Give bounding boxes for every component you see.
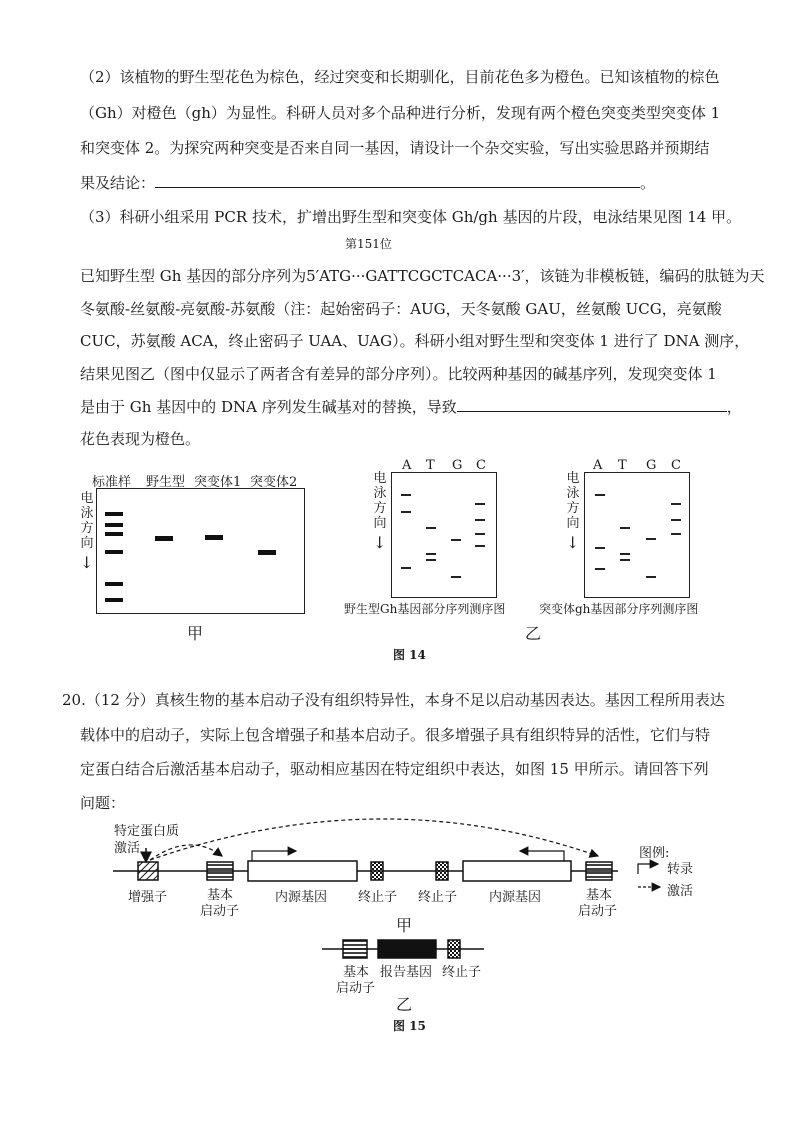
fig14-sub-yi: 乙 [525,624,542,643]
legend-title: 图例: [639,846,670,861]
fig14-title: 图 14 [393,648,426,662]
endogenous-gene-label-left: 内源基因 [275,890,328,905]
promoter-label-left: 启动子 [200,904,240,919]
q19-p3-line7: 花色表现为橙色。 [80,430,201,448]
q19-p3-line2: 已知野生型 Gh 基因的部分序列为5′ATG···GATTCGCTCACA···3′，该链为非模板链，编码的肽链为天 [80,267,765,285]
gel-direction-label: 电泳方向 [80,491,94,551]
activate-label: 激活 [114,841,141,856]
reporter-terminator-box [448,940,460,958]
legend-transcription-label: 转录 [667,862,694,877]
basic-promoter-left-box [207,862,233,880]
comma: ， [726,398,742,416]
transcription-arrow-right [520,851,564,861]
q20-line2: 载体中的启动子，实际上包含增强子和基本启动子。很多增强子具有组织特异的活性，它们与特 [80,726,711,744]
basic-promoter-right-box [586,862,612,880]
basic-label-right: 基本 [586,888,613,903]
direction-arrow-icon: ↓ [373,533,387,552]
fig15-sub-jia: 甲 [396,916,413,935]
enhancer-label: 增强子 [128,890,168,905]
seq-wild-direction-label: 电泳方向 [373,471,387,531]
q20-line4: 问题： [80,794,126,812]
q19-p2-line2: （Gh）对橙色（gh）为显性。科研人员对多个品种进行分析，发现有两个橙色突变类型突变体 1 [80,104,721,122]
reporter-gene-label: 报告基因 [380,965,433,980]
seq-wild-header-A: A [402,458,412,473]
fig14-sub-jia: 甲 [187,624,204,643]
fig15-title: 图 15 [393,1019,426,1033]
gel-header-standard: 标准样 [92,475,132,490]
q20-line1: 20.（12 分）真核生物的基本启动子没有组织特异性，本身不足以启动基因表达。基因工程所用表达 [62,691,725,709]
seq-wild-header-C: C [476,458,486,473]
endogenous-gene-label-right: 内源基因 [489,890,542,905]
seq-wild-header-T: T [426,458,435,473]
reporter-terminator-label: 终止子 [442,965,482,980]
q20-line3: 定蛋白结合后激活基本启动子，驱动相应基因在特定组织中表达，如图 15 甲所示。请回答下列 [80,760,709,778]
seq-mutant-header-G: G [646,458,657,473]
activation-arc-right [150,819,598,860]
gel-header-mutant1: 突变体1 [194,475,242,490]
transcription-arrow-left [252,851,296,861]
q19-p2-line1: （2）该植物的野生型花色为棕色，经过突变和长期驯化，目前花色多为橙色。已知该植物的棕色 [80,68,720,86]
direction-arrow-icon: ↓ [80,553,94,572]
q19-p3-line5: 结果见图乙（图中仅显示了两者含有差异的部分序列）。比较两种基因的碱基序列，发现突变体 1 [80,365,717,383]
fig15-sub-yi: 乙 [396,995,413,1014]
seq-mutant-direction-label: 电泳方向 [566,471,580,531]
seq-mutant-header-C: C [671,458,681,473]
terminator-right-box [436,862,448,880]
reporter-basic-label: 基本 [343,965,370,980]
endogenous-gene-right-box [463,861,571,881]
reporter-basic-promoter-box [343,940,367,958]
q19-p3-line4: CUC，苏氨酸 ACA，终止密码子 UAA、UAG）。科研小组对野生型和突变体 1 进行了 DNA 测序， [80,332,750,350]
reporter-gene-box [378,940,436,958]
period: 。 [640,174,656,192]
endogenous-gene-left-box [248,861,357,881]
direction-arrow-icon: ↓ [566,533,580,552]
seq-mutant-header-A: A [593,458,603,473]
protein-label: 特定蛋白质 [114,824,180,839]
seq-wild-header-G: G [452,458,463,473]
terminator-label-left: 终止子 [358,890,398,905]
seq-wild-caption: 野生型Gh基因部分序列测序图 [344,602,506,616]
terminator-label-right: 终止子 [418,890,458,905]
q19-p3-line1: （3）科研小组采用 PCR 技术，扩增出野生型和突变体 Gh/gh 基因的片段，电泳结果见图 14 甲。 [80,208,742,226]
reporter-promoter-label: 启动子 [336,981,376,996]
seq-mutant-header-T: T [618,458,627,473]
gel-header-wild: 野生型 [146,475,186,490]
activation-arc-left [150,845,222,860]
answer-prompt: 果及结论： [80,174,156,192]
seq-mutant-caption: 突变体gh基因部分序列测序图 [539,602,699,616]
basic-label-left: 基本 [207,888,234,903]
position-151-label: 第151位 [345,237,392,251]
legend-activation-label: 激活 [667,884,694,899]
q19-p2-line3: 和突变体 2。为探究两种突变是否来自同一基因，请设计一个杂交实验，写出实验思路并预期结 [80,139,710,157]
legend-transcription-arrow-icon [638,864,658,874]
enhancer-box [138,862,158,880]
promoter-label-right: 启动子 [578,904,618,919]
gel-header-mutant2: 突变体2 [250,475,298,490]
terminator-left-box [371,862,383,880]
mutation-prompt: 是由于 Gh 基因中的 DNA 序列发生碱基对的替换，导致 [80,398,457,416]
q19-p3-line3: 冬氨酸-丝氨酸-亮氨酸-苏氨酸（注：起始密码子：AUG，天冬氨酸 GAU，丝氨酸 UCG，亮氨酸 [80,300,722,318]
